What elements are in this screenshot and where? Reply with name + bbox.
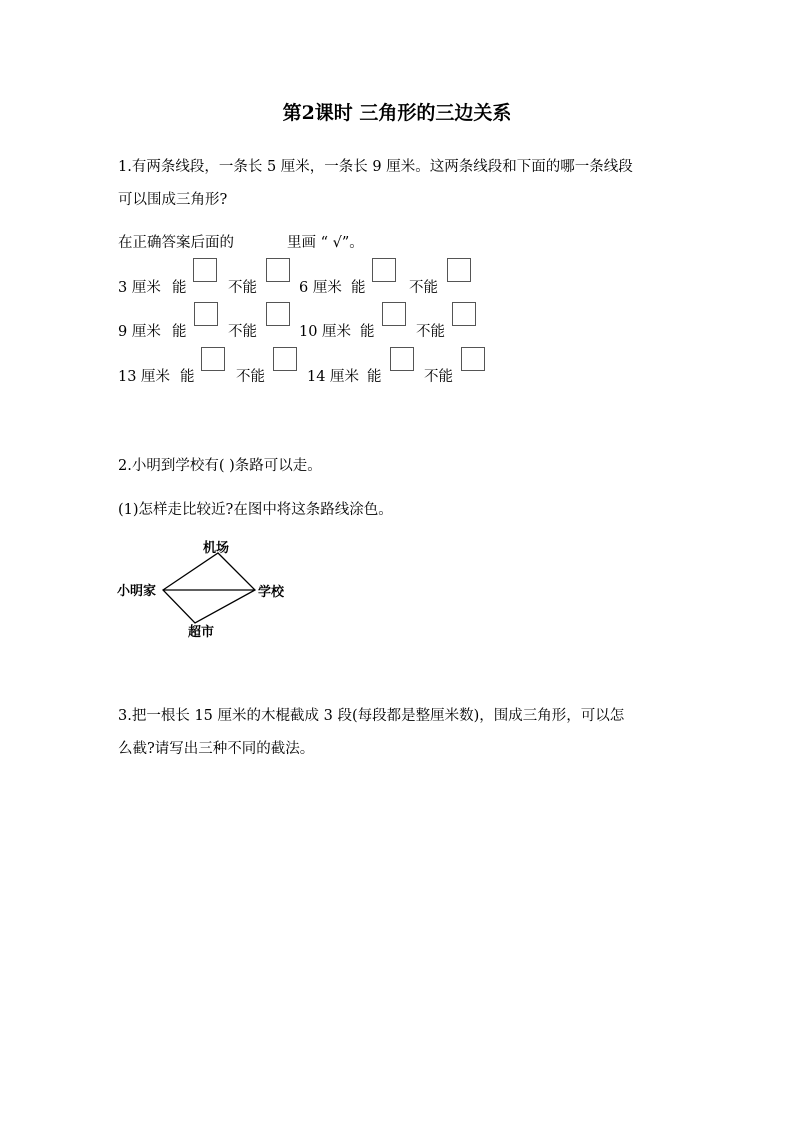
option-no-label: 不能 [424,369,453,385]
answer-box[interactable] [372,258,396,282]
route-diagram [115,535,305,645]
answer-box[interactable] [461,347,485,371]
school-label: 学校 [258,585,285,600]
q3-line2: 么截?请写出三种不同的截法。 [118,741,315,757]
page-title: 第2课时 三角形的三边关系 [282,102,512,124]
answer-box[interactable] [273,347,297,371]
answer-box[interactable] [266,258,290,282]
answer-box[interactable] [194,302,218,326]
option-yes-label: 能 [180,369,195,385]
option-length: 9 厘米 [118,324,161,340]
q1-line2: 可以围成三角形? [118,192,228,208]
option-no-label: 不能 [228,280,257,296]
answer-box[interactable] [201,347,225,371]
option-no-label: 不能 [416,324,445,340]
option-length: 13 厘米 [118,369,171,385]
option-length: 10 厘米 [299,324,352,340]
answer-box[interactable] [452,302,476,326]
q1-line1: 1.有两条线段，一条长 5 厘米，一条长 9 厘米。这两条线段和下面的哪一条线段 [118,159,633,175]
home-label: 小明家 [117,584,157,599]
answer-box[interactable] [447,258,471,282]
answer-box[interactable] [382,302,406,326]
q1-instruction-pre: 在正确答案后面的 [118,235,234,251]
q1-instruction-post: 里画 “ √”。 [287,235,364,251]
option-no-label: 不能 [228,324,257,340]
option-yes-label: 能 [351,280,366,296]
option-no-label: 不能 [236,369,265,385]
option-yes-label: 能 [172,280,187,296]
route-outline [163,553,255,623]
market-label: 超市 [188,625,215,640]
airport-label: 机场 [203,541,230,556]
q3-line1: 3.把一根长 15 厘米的木棍截成 3 段(每段都是整厘米数)，围成三角形，可以怎 [118,708,625,724]
option-length: 3 厘米 [118,280,161,296]
q2-stem: 2.小明到学校有( )条路可以走。 [118,458,322,474]
option-no-label: 不能 [409,280,438,296]
option-yes-label: 能 [367,369,382,385]
answer-box[interactable] [193,258,217,282]
option-length: 14 厘米 [307,369,360,385]
answer-box[interactable] [390,347,414,371]
option-length: 6 厘米 [299,280,342,296]
answer-box[interactable] [266,302,290,326]
q2-sub1: (1)怎样走比较近?在图中将这条路线涂色。 [118,502,393,518]
option-yes-label: 能 [360,324,375,340]
option-yes-label: 能 [172,324,187,340]
